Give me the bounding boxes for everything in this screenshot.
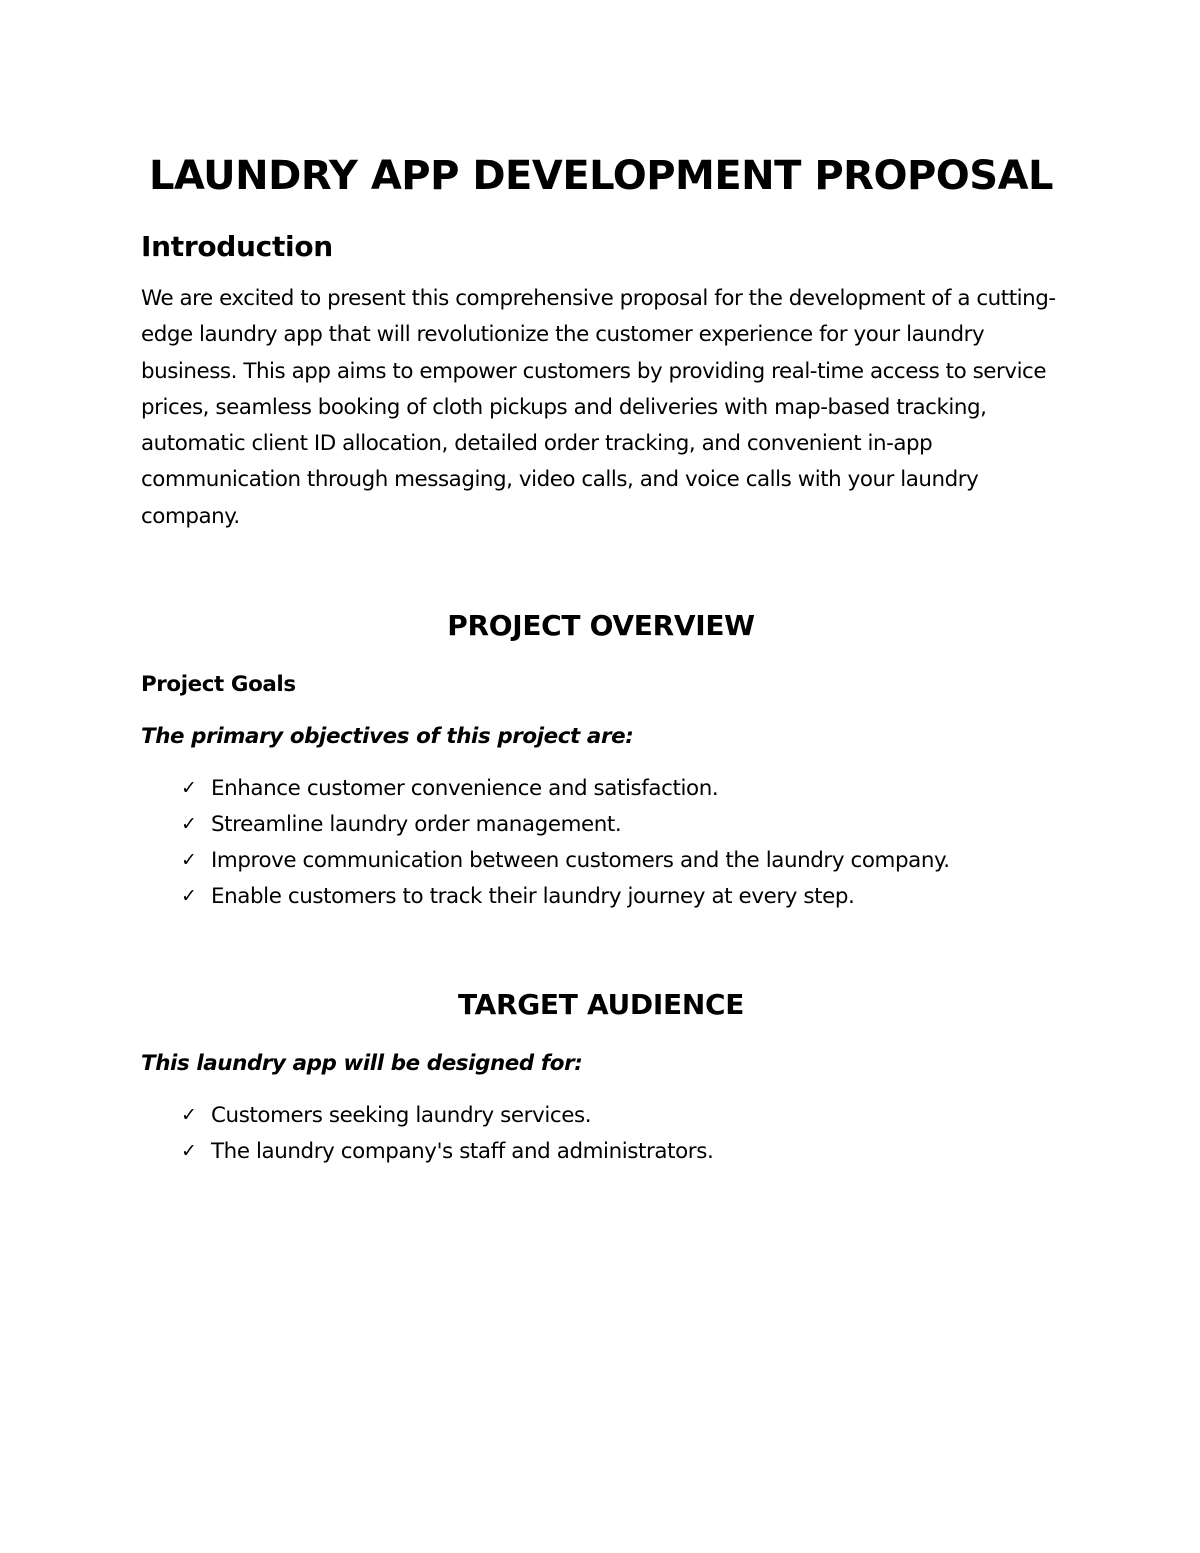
target-audience-list	[141, 1098, 1061, 1170]
list-item	[141, 843, 1061, 879]
check-icon: ✓	[181, 1140, 197, 1163]
document-content	[141, 150, 1061, 1170]
introduction-heading: Introduction	[141, 230, 333, 263]
list-item	[141, 879, 1061, 915]
list-item	[141, 807, 1061, 843]
project-overview-heading: PROJECT OVERVIEW	[447, 609, 755, 643]
list-item	[141, 771, 1061, 807]
goal-text: Enhance customer convenience and satisfaction.	[211, 776, 719, 802]
audience-text: The laundry company's staff and administrators.	[211, 1139, 714, 1165]
goal-text: Improve communication between customers and the laundry company.	[211, 848, 950, 874]
check-icon: ✓	[181, 1104, 197, 1127]
project-goals-list	[141, 771, 1061, 915]
goal-text: Enable customers to track their laundry journey at every step.	[211, 884, 855, 910]
check-icon: ✓	[181, 885, 197, 908]
audience-text: Customers seeking laundry services.	[211, 1103, 592, 1129]
audience-lead-in: This laundry app will be designed for:	[141, 1051, 583, 1077]
introduction-paragraph: We are excited to present this comprehensive proposal for the development of a cutting-edge laundry app that will revolutionize the customer experience for your laundry business. This app aims to empower customers by providing real-time access to service prices, seamless booking of cloth pickups and deliveries with map-based tracking, automatic client ID allocation, detailed order tracking, and convenient in-app communication through messaging, video calls, and voice calls with your laundry company.	[141, 286, 1056, 529]
check-icon: ✓	[181, 849, 197, 872]
check-icon: ✓	[181, 777, 197, 800]
target-audience-heading: TARGET AUDIENCE	[457, 988, 745, 1022]
list-item	[141, 1098, 1061, 1134]
document-title: LAUNDRY APP DEVELOPMENT PROPOSAL	[148, 153, 1054, 199]
goal-text: Streamline laundry order management.	[211, 812, 622, 838]
project-goals-heading: Project Goals	[141, 672, 296, 698]
check-icon: ✓	[181, 813, 197, 836]
objectives-lead-in: The primary objectives of this project are:	[141, 724, 634, 750]
list-item	[141, 1134, 1061, 1170]
